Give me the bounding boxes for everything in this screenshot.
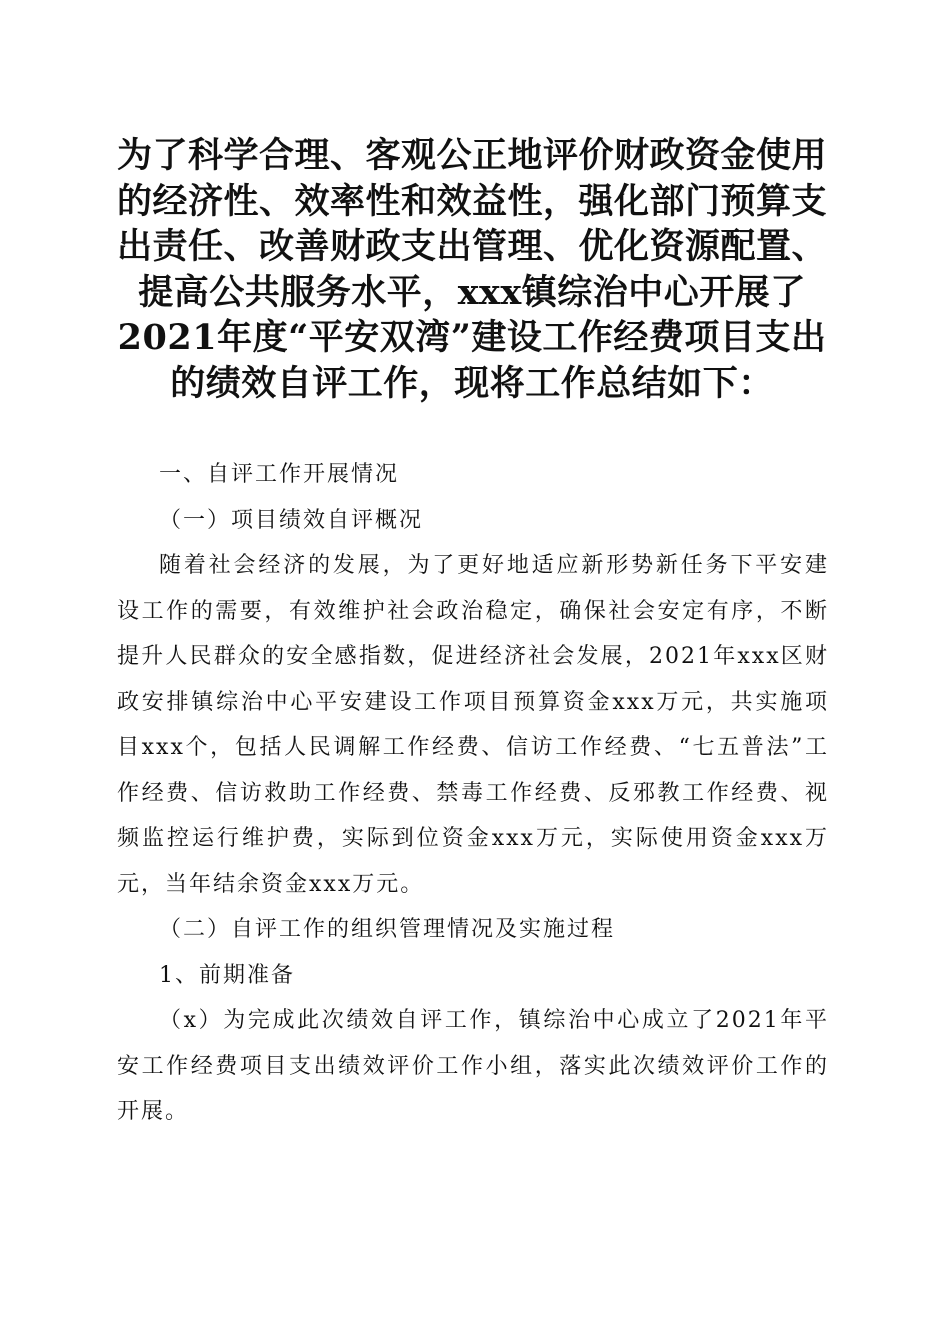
document-body — [117, 452, 829, 1135]
item-heading: 1、前期准备 — [159, 962, 295, 988]
document-title: 为了科学合理、客观公正地评价财政资金使用的经济性、效率性和效益性，强化部门预算支出责任、改善财政支出管理、优化资源配置、提高公共服务水平，xxx镇综治中心开展了2021年度“平安双湾”建设工作经费项目支出的绩效自评工作，现将工作总结如下： — [116, 135, 827, 404]
body-paragraph: （x）为完成此次绩效自评工作，镇综治中心成立了2021年平安工作经费项目支出绩效评价工作小组，落实此次绩效评价工作的开展。 — [117, 1008, 829, 1124]
subsection-heading: （一）项目绩效自评概况 — [159, 507, 424, 533]
body-paragraph: 随着社会经济的发展，为了更好地适应新形势新任务下平安建设工作的需要，有效维护社会政治稳定，确保社会安定有序，不断提升人民群众的安全感指数，促进经济社会发展，2021年xxx区财政安排镇综治中心平安建设工作项目预算资金xxx万元，共实施项目xxx个，包括人民调解工作经费、信访工作经费、“七五普法”工作经费、信访救助工作经费、禁毒工作经费、反邪教工作经费、视频监控运行维护费，实际到位资金xxx万元，实际使用资金xxx万元，当年结余资金xxx万元。 — [117, 553, 829, 897]
section-heading: 一、自评工作开展情况 — [159, 462, 400, 487]
subsection-heading: （二）自评工作的组织管理情况及实施过程 — [159, 917, 616, 942]
